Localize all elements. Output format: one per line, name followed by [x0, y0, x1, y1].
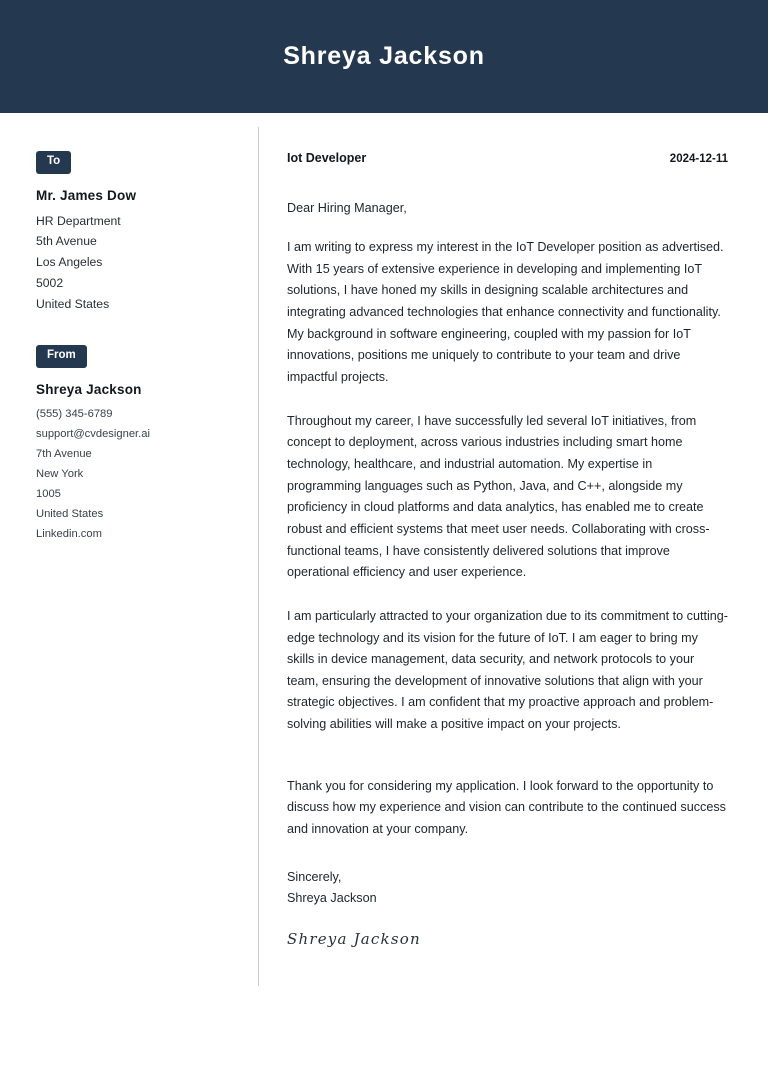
- sender-website: Linkedin.com: [36, 527, 102, 540]
- to-label-badge: To: [36, 151, 71, 174]
- recipient-line: 5th Avenue: [36, 234, 97, 249]
- job-title: Iot Developer: [287, 151, 367, 165]
- closing-line: Sincerely,: [287, 869, 342, 884]
- letter-paragraph: I am writing to express my interest in the IoT Developer position as advertised. With 15 years of extensive experience in developing and implementing IoT solutions, I have honed my skills in designing scalable architectures and integrating advanced technologies that enhance connectivity and functionality. My background in software engineering, coupled with my passion for IoT innovations, positions me uniquely to contribute to your team and drive impactful projects.: [287, 240, 724, 384]
- letter-paragraph: Throughout my career, I have successfully led several IoT initiatives, from concept to deployment, across various industries including smart home technology, healthcare, and industrial automation. My expertise in programming languages such as Python, Java, and C++, alongside my proficiency in cloud platforms and data analytics, has enabled me to create robust and efficient systems that meet user needs. Collaborating with cross-functional teams, I have consistently delivered solutions that improve operational efficiency and user experience.: [287, 413, 710, 580]
- letter-paragraph: Thank you for considering my application. I look forward to the opportunity to discuss how my experience and vision can contribute to the continued success and innovation at your company.: [287, 778, 726, 837]
- sender-phone: (555) 345-6789: [36, 407, 113, 420]
- sender-line: New York: [36, 467, 84, 480]
- sender-email: support@cvdesigner.ai: [36, 427, 150, 440]
- recipient-line: United States: [36, 297, 110, 312]
- document-body: [0, 113, 768, 1078]
- sender-address: [36, 382, 238, 545]
- recipient-address: [36, 188, 238, 316]
- letter-body: [259, 113, 768, 1078]
- from-label-badge: From: [36, 345, 87, 368]
- document-header: [0, 0, 768, 113]
- recipient-block: [36, 151, 238, 315]
- salutation: Dear Hiring Manager,: [287, 201, 407, 215]
- sender-line: 7th Avenue: [36, 447, 92, 460]
- signer-name: Shreya Jackson: [287, 891, 377, 906]
- sender-line: 1005: [36, 487, 61, 500]
- sidebar: [0, 113, 258, 1078]
- recipient-line: HR Department: [36, 213, 121, 228]
- letter-paragraph: I am particularly attracted to your organization due to its commitment to cutting-edge technology and its vision for the future of IoT. I am eager to bring my skills in device management, data security, and network protocols to your team, ensuring the development of innovative solutions that align with your strategic objectives. I am confident that my proactive approach and problem-solving abilities will make a positive impact on your projects.: [287, 608, 728, 732]
- letter-header: [287, 151, 728, 165]
- recipient-line: 5002: [36, 276, 64, 291]
- letter-date: 2024-12-11: [669, 153, 728, 165]
- recipient-line: Los Angeles: [36, 255, 103, 270]
- paragraph-spacer: [287, 758, 728, 776]
- closing-block: [287, 867, 728, 910]
- signature-mark: Shreya Jackson: [287, 930, 421, 949]
- page-title: Shreya Jackson: [283, 42, 485, 70]
- sender-name: Shreya Jackson: [36, 381, 142, 397]
- recipient-name: Mr. James Dow: [36, 187, 137, 203]
- sender-line: United States: [36, 507, 104, 520]
- sender-block: [36, 345, 238, 544]
